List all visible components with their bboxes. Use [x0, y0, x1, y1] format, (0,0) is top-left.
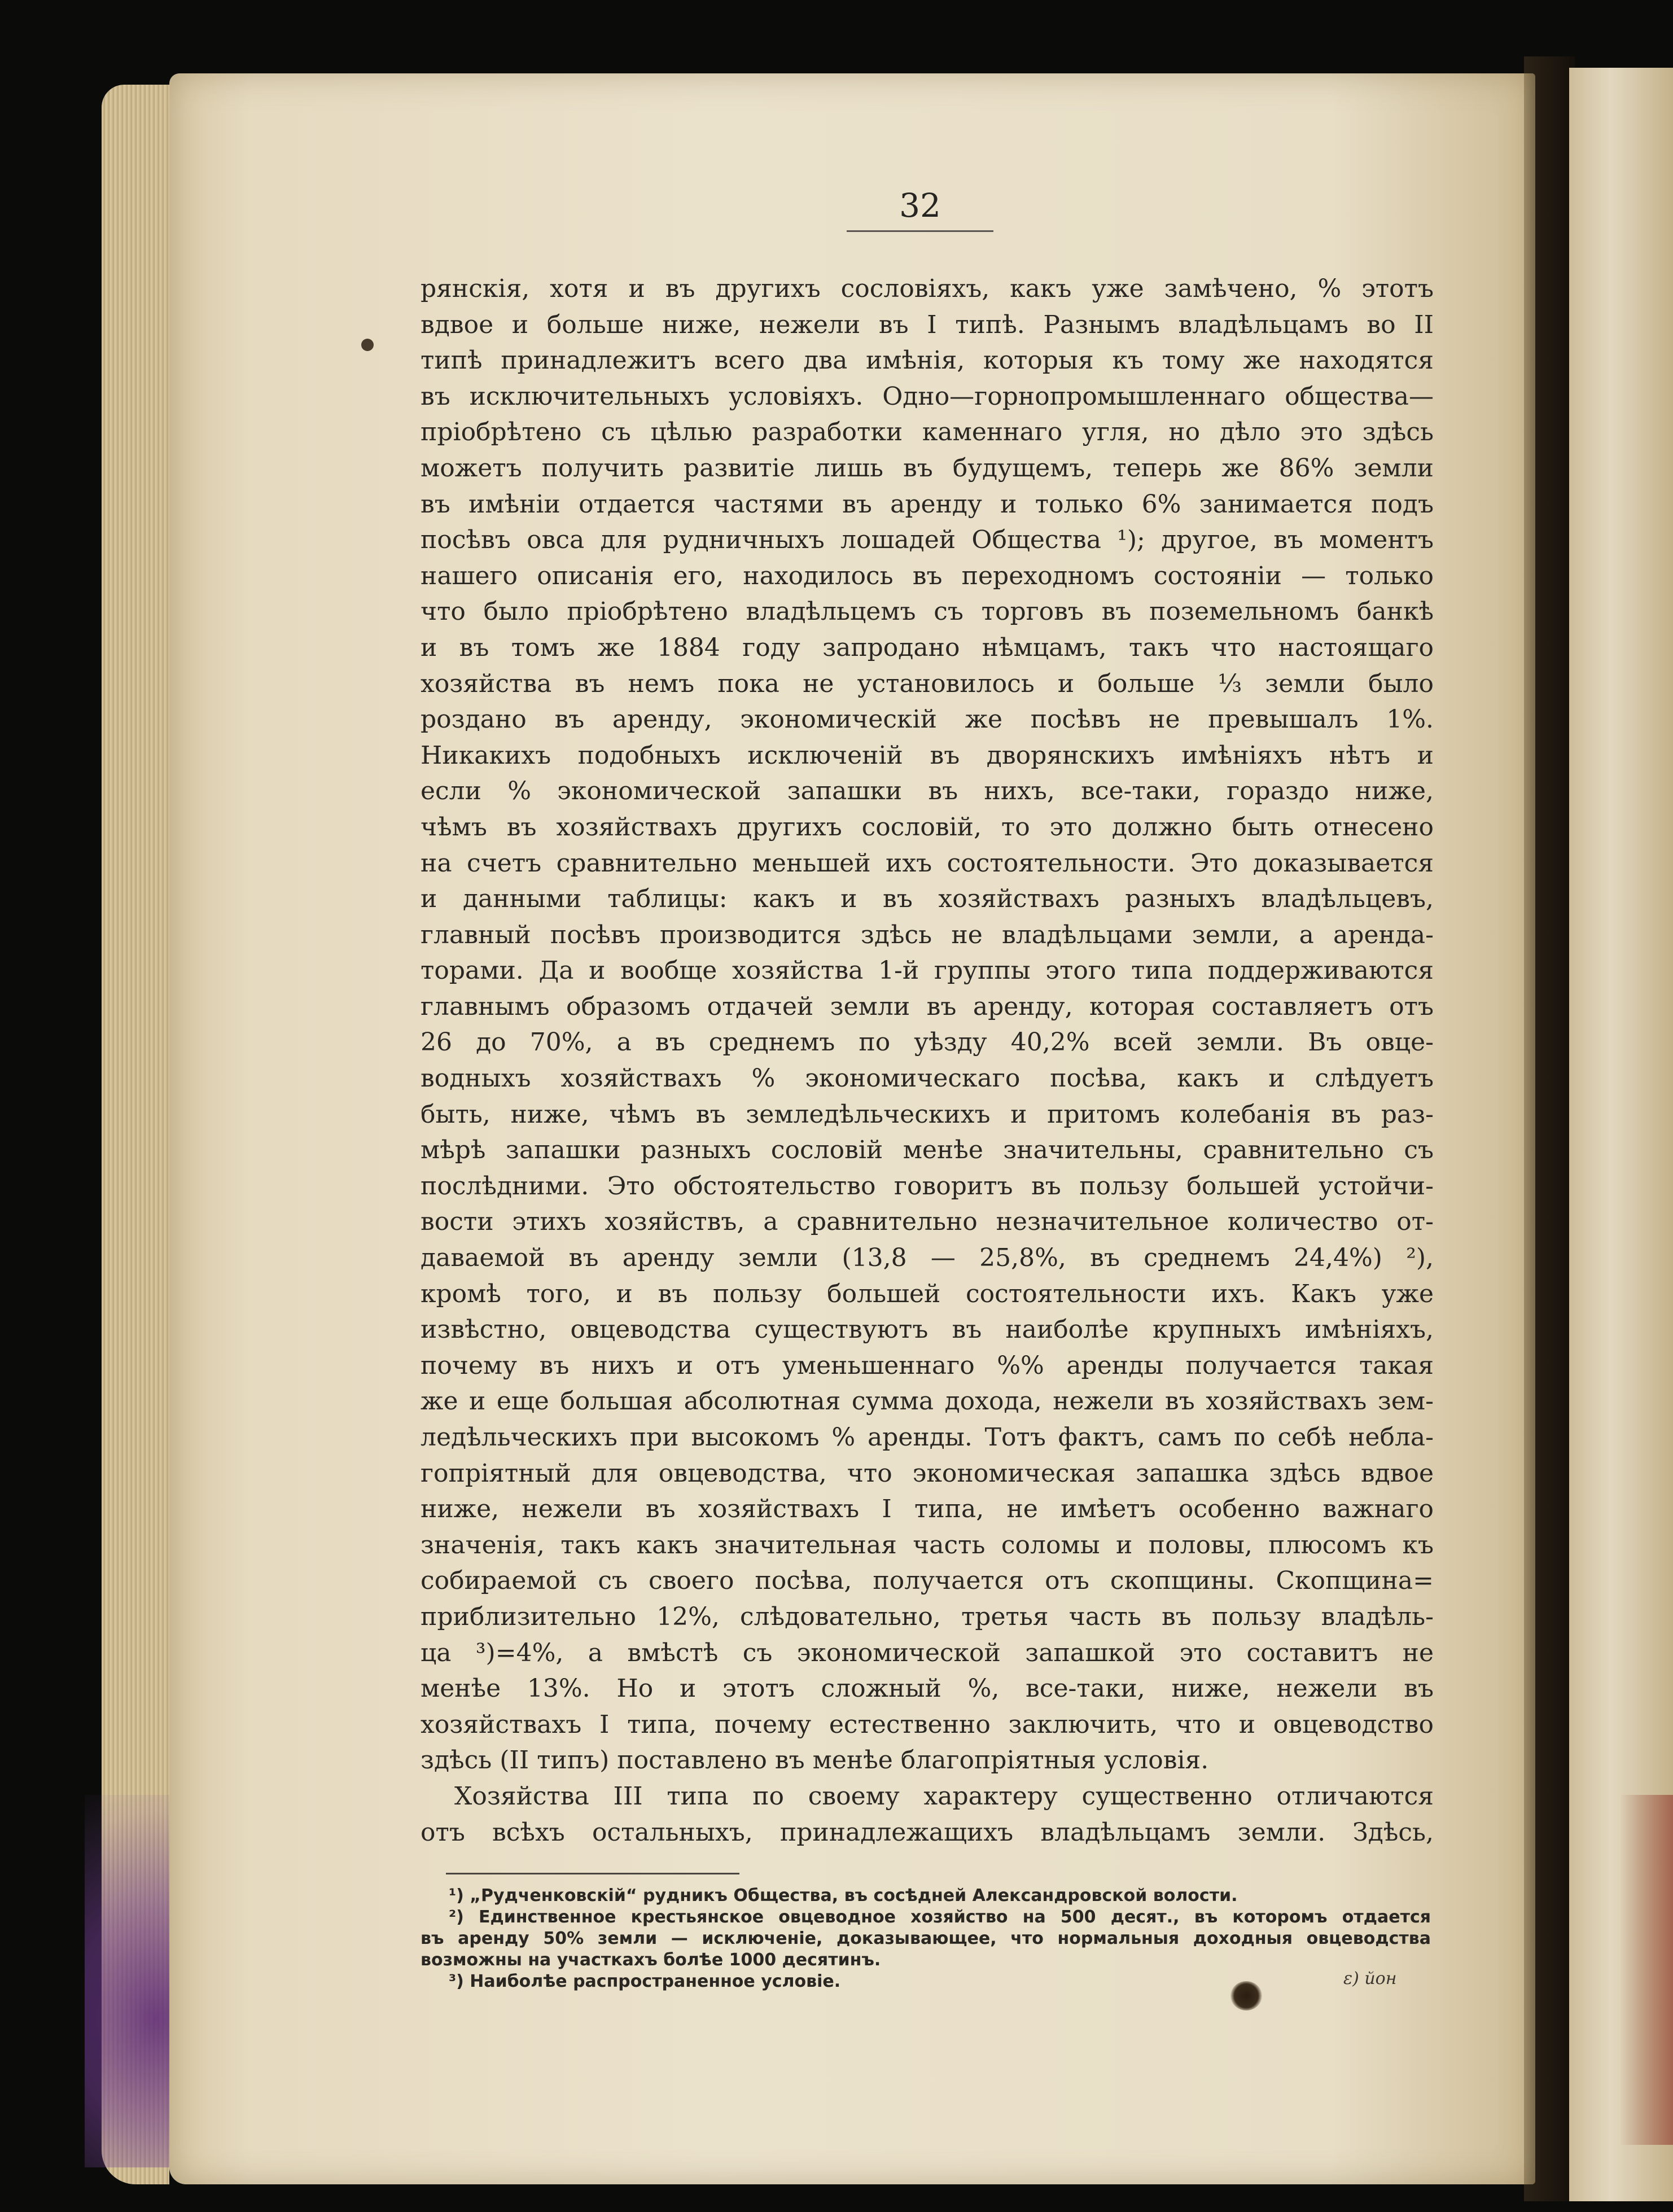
footnotes — [421, 1885, 1431, 1992]
text-line: типѣ принадлежитъ всего два имѣнія, которыя къ тому же находятся — [421, 346, 1434, 375]
margin-mark — [361, 339, 374, 351]
text-line: главный посѣвъ производится здѣсь не владѣльцами земли, а аренда- — [421, 920, 1434, 949]
text-line: ледѣльческихъ при высокомъ % аренды. Тотъ фактъ, самъ по себѣ небла- — [421, 1423, 1434, 1452]
text-line: же и еще большая абсолютная сумма дохода, нежели въ хозяйствахъ зем- — [421, 1387, 1434, 1416]
text-line: посѣвъ овса для рудничныхъ лошадей Общества ¹); другое, въ моментъ — [421, 525, 1434, 555]
text-line: и въ томъ же 1884 году запродано нѣмцамъ, такъ что настоящаго — [421, 633, 1434, 662]
text-line: ниже, нежели въ хозяйствахъ I типа, не имѣетъ особенно важнаго — [421, 1495, 1434, 1524]
text-line: приблизительно 12%, слѣдовательно, третья часть въ пользу владѣль- — [421, 1602, 1434, 1631]
text-line: хозяйствахъ I типа, почему естественно заключить, что и овцеводство — [421, 1710, 1434, 1739]
footnote-marginal: ɛ) йон — [1343, 1969, 1397, 1988]
spine-shadow — [1524, 56, 1575, 2201]
text-line: менѣе 13%. Но и этотъ сложный %, все-таки, ниже, нежели въ — [421, 1674, 1434, 1703]
text-line: 26 до 70%, а въ среднемъ по уѣзду 40,2% всей земли. Въ овце- — [421, 1028, 1434, 1057]
text-line: можетъ получить развитіе лишь въ будущемъ, теперь же 86% земли — [421, 453, 1434, 483]
text-line: рянскія, хотя и въ другихъ сословіяхъ, какъ уже замѣчено, % этотъ — [421, 274, 1434, 303]
body-text — [421, 271, 1434, 1850]
text-line: Никакихъ подобныхъ исключеній въ дворянскихъ имѣніяхъ нѣтъ и — [421, 741, 1434, 770]
text-line: значенія, такъ какъ значительная часть соломы и половы, плюсомъ къ — [421, 1530, 1434, 1560]
text-line: ца ³)=4%, а вмѣстѣ съ экономической запашкой это составитъ не — [421, 1638, 1434, 1667]
text-line: Хозяйства III типа по своему характеру существенно отличаются — [454, 1781, 1434, 1811]
cover-edge — [1620, 1795, 1673, 2145]
text-line: въ исключительныхъ условіяхъ. Одно—горнопромышленнаго общества— — [421, 382, 1434, 411]
text-line: послѣдними. Это обстоятельство говоритъ въ пользу большей устойчи- — [421, 1171, 1434, 1201]
text-line: главнымъ образомъ отдачей земли въ аренду, которая составляетъ отъ — [421, 992, 1434, 1021]
footnote-line: въ аренду 50% земли — исключеніе, доказывающее, что нормальныя доходныя овцеводства — [421, 1929, 1431, 1948]
ink-spot — [1230, 1981, 1262, 2010]
text-line: мѣрѣ запашки разныхъ сословій менѣе значительны, сравнительно съ — [421, 1136, 1434, 1165]
text-line: пріобрѣтено съ цѣлью разработки каменнаго угля, но дѣло это здѣсь — [421, 418, 1434, 447]
text-line: вдвое и больше ниже, нежели въ I типѣ. Разнымъ владѣльцамъ во II — [421, 310, 1434, 339]
text-line: въ имѣніи отдается частями въ аренду и только 6% занимается подъ — [421, 489, 1434, 519]
text-line: кромѣ того, и въ пользу большей состоятельности ихъ. Какъ уже — [421, 1279, 1434, 1308]
text-line: хозяйства въ немъ пока не установилось и больше ⅓ земли было — [421, 669, 1434, 698]
text-line: чѣмъ въ хозяйствахъ другихъ сословій, то это должно быть отнесено — [421, 812, 1434, 842]
text-line: если % экономической запашки въ нихъ, все-таки, гораздо ниже, — [421, 777, 1434, 806]
footnote-line: ³) Наиболѣе распространенное условіе. — [449, 1972, 841, 1991]
text-line: нашего описанія его, находилось въ переходномъ состояніи — только — [421, 561, 1434, 590]
text-line: роздано въ аренду, экономическій же посѣвъ не превышалъ 1%. — [421, 705, 1434, 734]
footnote-line: возможны на участкахъ болѣе 1000 десятинъ. — [421, 1950, 881, 1970]
text-line: даваемой въ аренду земли (13,8 — 25,8%, въ среднемъ 24,4%) ²), — [421, 1243, 1434, 1273]
text-line: что было пріобрѣтено владѣльцемъ съ торговъ въ поземельномъ банкѣ — [421, 597, 1434, 627]
text-line: здѣсь (II типъ) поставлено въ менѣе благопріятныя условія. — [421, 1746, 1209, 1775]
footnote-rule — [446, 1873, 739, 1874]
text-line: водныхъ хозяйствахъ % экономическаго посѣва, какъ и слѣдуетъ — [421, 1064, 1434, 1093]
text-line: почему въ нихъ и отъ уменьшеннаго %% аренды получается такая — [421, 1351, 1434, 1380]
text-line: на счетъ сравнительно меньшей ихъ состоятельности. Это доказывается — [421, 848, 1434, 878]
text-line: гопріятный для овцеводства, что экономическая запашка здѣсь вдвое — [421, 1458, 1434, 1488]
text-line: торами. Да и вообще хозяйства 1-й группы этого типа поддерживаются — [421, 956, 1434, 985]
text-line: вости этихъ хозяйствъ, а сравнительно незначительное количество от- — [421, 1207, 1434, 1237]
text-line: извѣстно, овцеводства существуютъ въ наиболѣе крупныхъ имѣніяхъ, — [421, 1315, 1434, 1344]
text-line: собираемой съ своего посѣва, получается отъ скопщины. Скопщина= — [421, 1566, 1434, 1596]
footnote-line: ²) Единственное крестьянское овцеводное хозяйство на 500 десят., въ которомъ отдается — [449, 1907, 1431, 1927]
text-line: быть, ниже, чѣмъ въ земледѣльческихъ и притомъ колебанія въ раз- — [421, 1100, 1434, 1129]
text-line: отъ всѣхъ остальныхъ, принадлежащихъ владѣльцамъ земли. Здѣсь, — [421, 1817, 1434, 1847]
footnote-line: ¹) „Рудченковскій“ рудникъ Общества, въ сосѣдней Александровской волости. — [449, 1886, 1238, 1906]
page-number: 32 — [847, 186, 993, 232]
text-line: и данными таблицы: какъ и въ хозяйствахъ разныхъ владѣльцевъ, — [421, 884, 1434, 914]
